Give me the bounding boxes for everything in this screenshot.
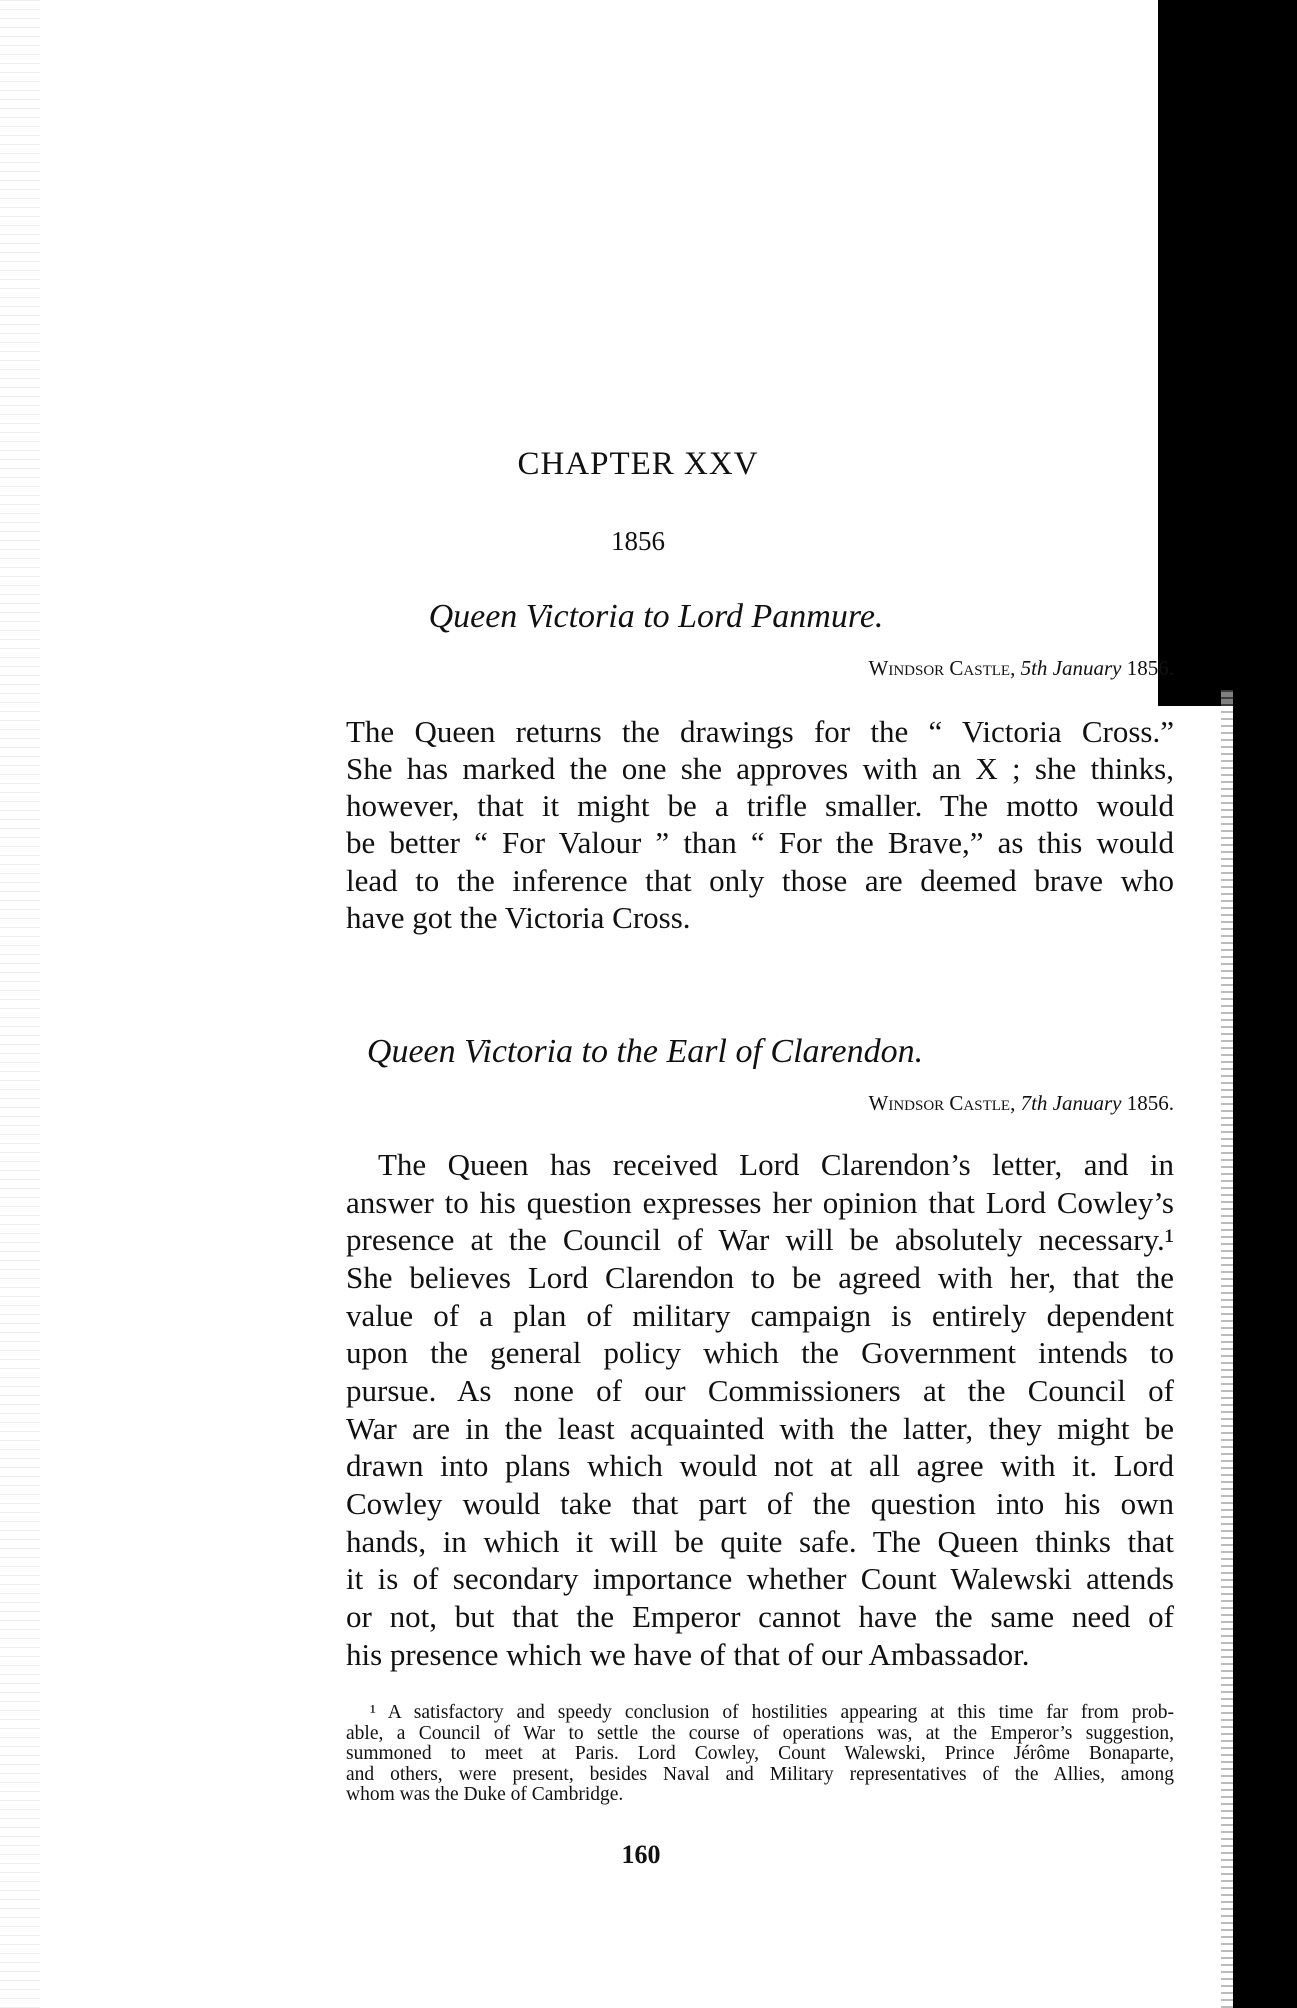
dateline-place: Windsor Castle, xyxy=(868,656,1016,680)
letter1-dateline xyxy=(869,656,1175,681)
letter2-heading: Queen Victoria to the Earl of Clarendon. xyxy=(366,1033,924,1070)
text-line: however, that it might be a trifle smaller. The motto would xyxy=(346,788,1174,823)
footnote-line: and others, were present, besides Naval and Military representatives of the Allies, among xyxy=(346,1764,1174,1785)
footnote-line: summoned to meet at Paris. Lord Cowley, Count Walewski, Prince Jérôme Bonaparte, xyxy=(346,1743,1174,1764)
footnote-line: whom was the Duke of Cambridge. xyxy=(346,1784,624,1805)
chapter-year: 1856 xyxy=(611,526,665,556)
scan-edge-noise xyxy=(0,0,40,2008)
dateline-year: 1856. xyxy=(1126,1091,1174,1115)
scan-shadow-edge xyxy=(1233,690,1297,2008)
text-line: his presence which we have of that of our Ambassador. xyxy=(346,1637,1030,1672)
text-line: The Queen returns the drawings for the “ Victoria Cross.” xyxy=(346,714,1174,749)
text-line: She has marked the one she approves with an X ; she thinks, xyxy=(346,751,1174,786)
footnote-line: able, a Council of War to settle the course of operations was, at the Emperor’s suggestion, xyxy=(346,1723,1174,1744)
text-line: presence at the Council of War will be absolutely necessary.¹ xyxy=(346,1222,1174,1257)
letter2-dateline xyxy=(869,1091,1175,1116)
letter1-heading: Queen Victoria to Lord Panmure. xyxy=(428,598,884,635)
text-line: The Queen has received Lord Clarendon’s letter, and in xyxy=(378,1147,1174,1182)
dateline-date: 7th January xyxy=(1020,1091,1122,1115)
text-line: Cowley would take that part of the question into his own xyxy=(346,1486,1174,1521)
footnote-line: ¹ A satisfactory and speedy conclusion of hostilities appearing at this time far from prob- xyxy=(370,1702,1174,1723)
dateline-place: Windsor Castle, xyxy=(868,1091,1016,1115)
text-line: value of a plan of military campaign is entirely dependent xyxy=(346,1298,1174,1333)
text-line: upon the general policy which the Government intends to xyxy=(346,1335,1174,1370)
text-line: it is of secondary importance whether Count Walewski attends xyxy=(346,1561,1174,1596)
text-line: pursue. As none of our Commissioners at the Council of xyxy=(346,1373,1174,1408)
dateline-year: 1856. xyxy=(1126,656,1174,680)
text-line: She believes Lord Clarendon to be agreed with her, that the xyxy=(346,1260,1174,1295)
text-line: hands, in which it will be quite safe. The Queen thinks that xyxy=(346,1524,1174,1559)
chapter-title: CHAPTER XXV xyxy=(517,446,759,482)
page-number: 160 xyxy=(621,1840,661,1869)
text-line: be better “ For Valour ” than “ For the Brave,” as this would xyxy=(346,825,1174,860)
text-line: answer to his question expresses her opinion that Lord Cowley’s xyxy=(346,1185,1174,1220)
dateline-date: 5th January xyxy=(1020,656,1122,680)
text-line: or not, but that the Emperor cannot have the same need of xyxy=(346,1599,1174,1634)
text-line: War are in the least acquainted with the latter, they might be xyxy=(346,1411,1174,1446)
text-line: lead to the inference that only those are deemed brave who xyxy=(346,863,1174,898)
text-line: drawn into plans which would not at all agree with it. Lord xyxy=(346,1448,1174,1483)
text-line: have got the Victoria Cross. xyxy=(346,900,691,935)
